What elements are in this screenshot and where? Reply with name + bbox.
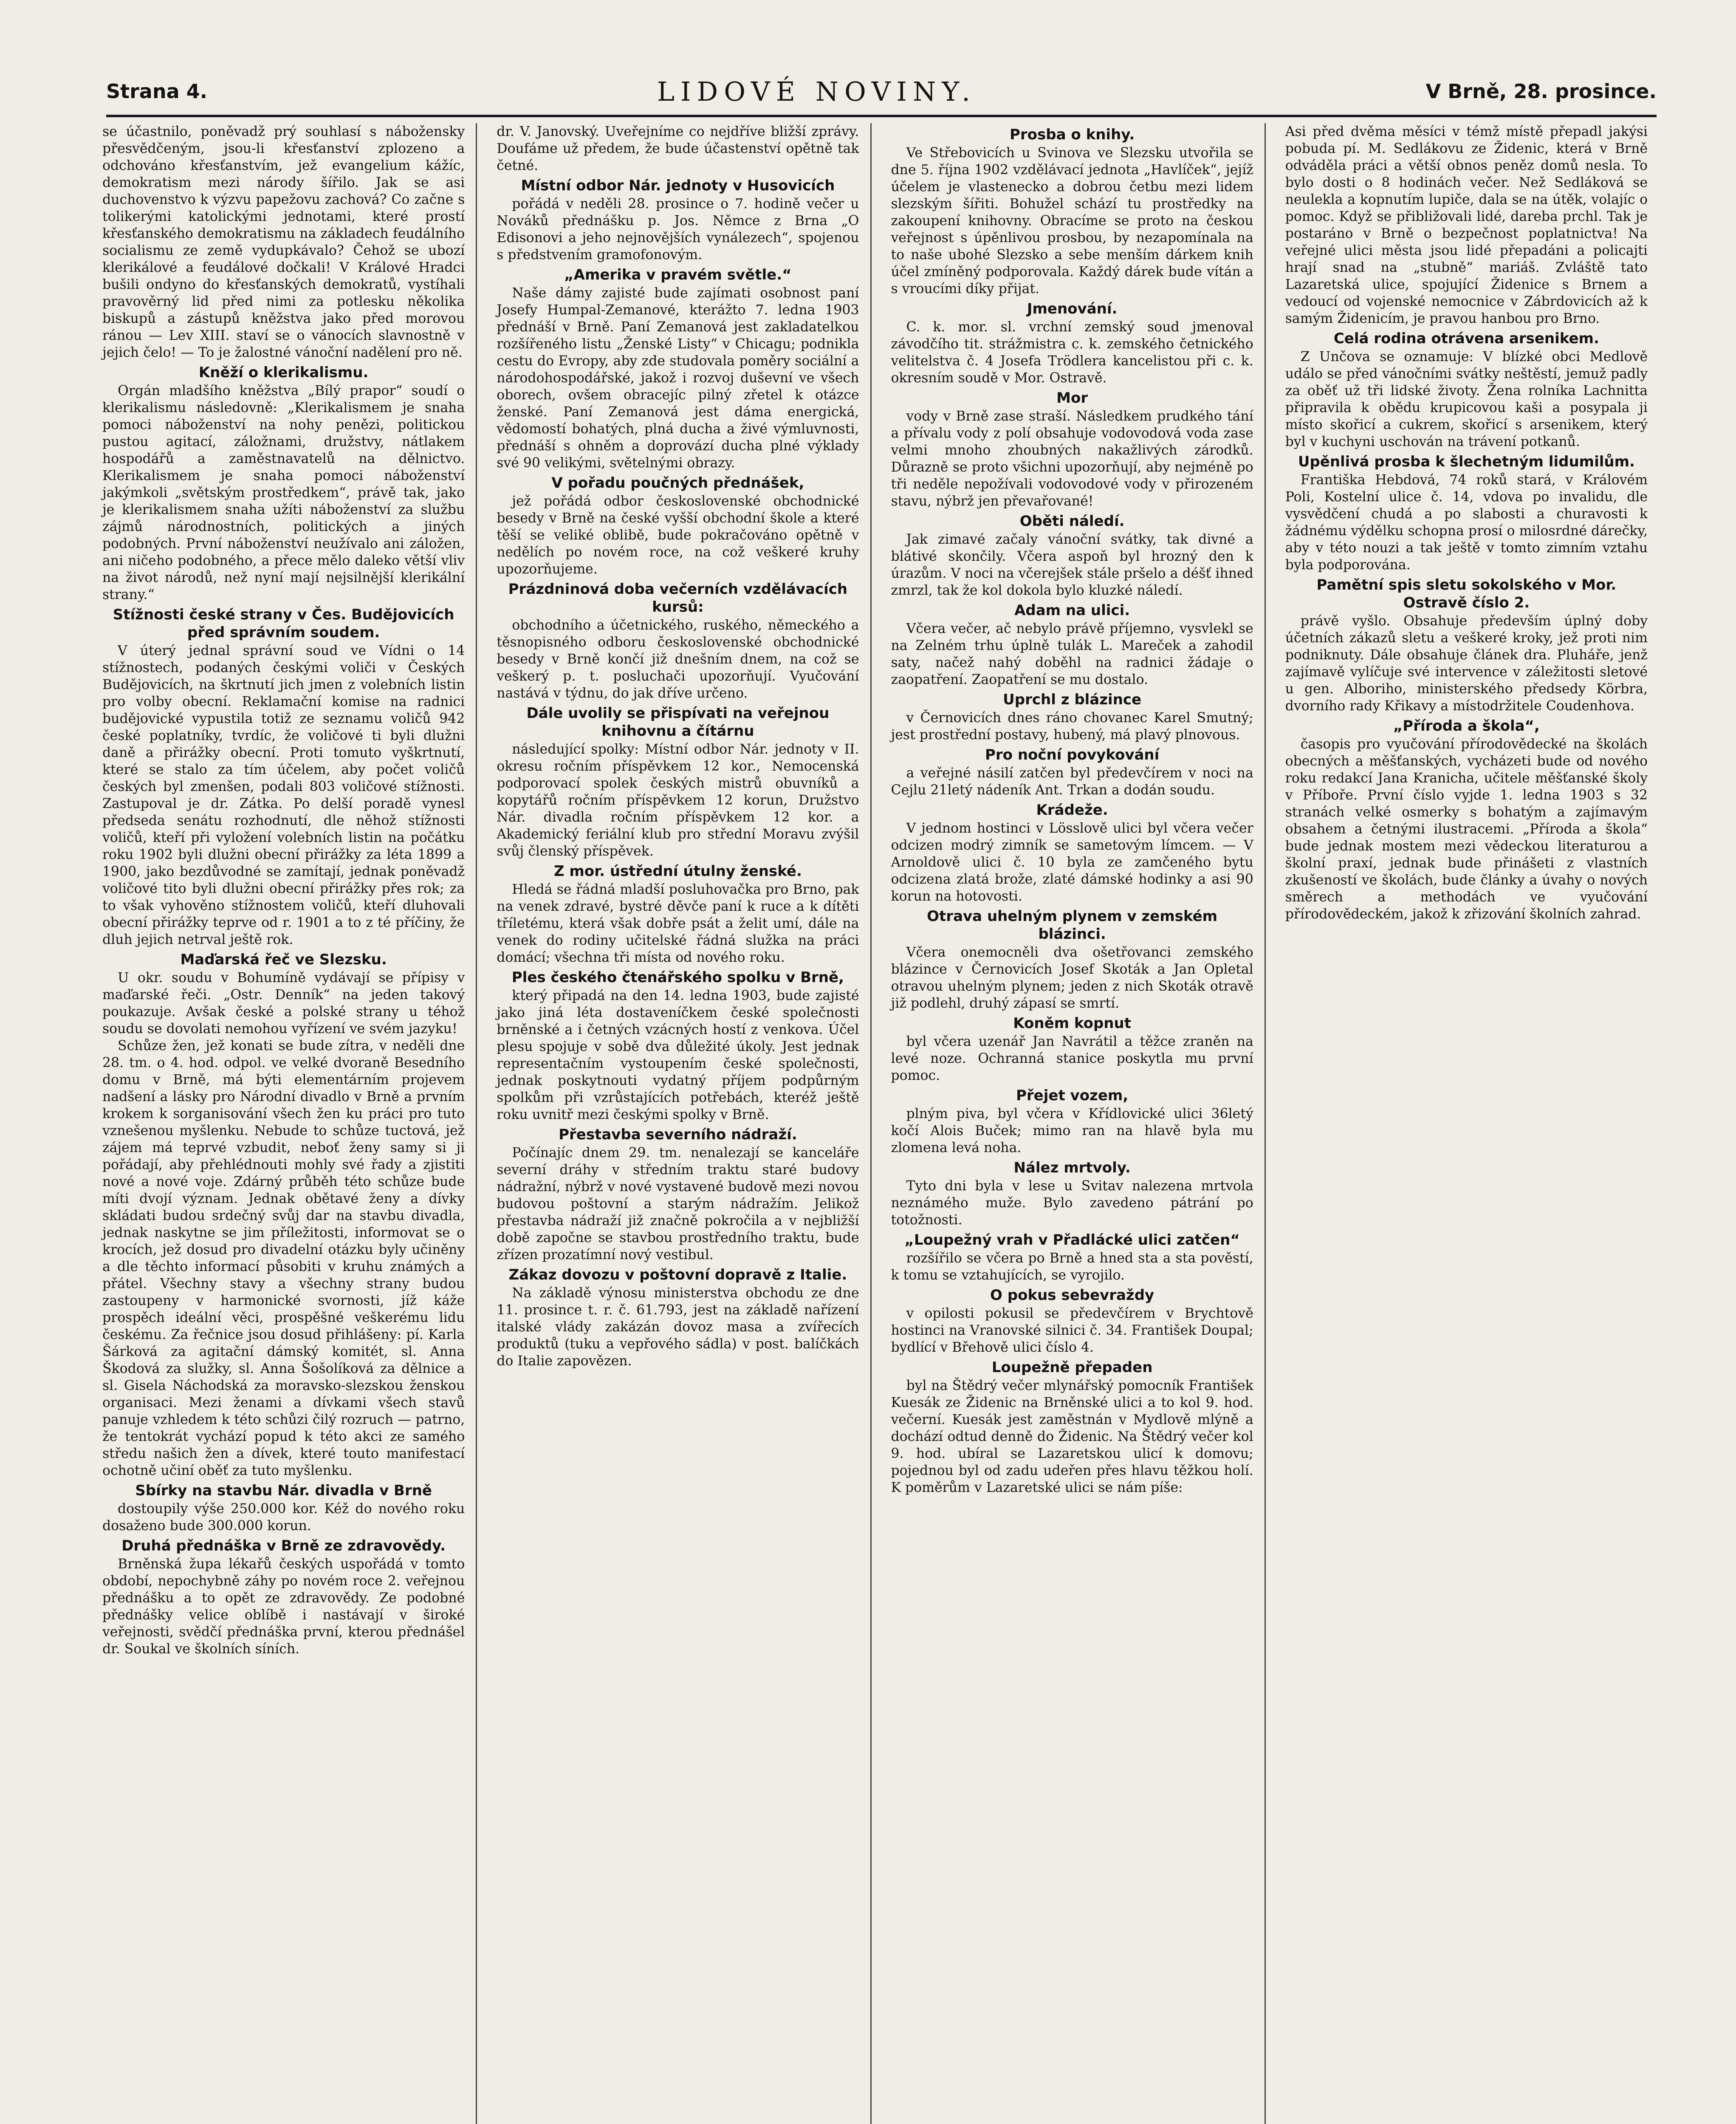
article-paragraph: Schůze žen, jež konati se bude zítra, v neděli dne 28. tm. o 4. hod. odpol. ve velké dvoraně Besedního domu v Brně, má býti elementárním projevem nadšení a lásky pro Národní divadlo v Brně a prvním krokem k sorganisování všech žen ku práci pro tuto vznešenou myšlenku. Nebude to schůze tuctová, jež zájem má teprvé vzbudit, neboť ženy samy si ji pořádají, aby přehlédnouti mohly své řady a zjistiti nové a nové voje. Zdárný průběh této schůze bude míti dvojí význam. Jednak obětavé ženy a dívky skládati budou srdečný svůj dar na stavbu divadla, jednak naskytne se jim příležitosti, informovat se o krocích, jež dosud pro divadelní otázku byly učiněny a dle těchto informací působiti v kruhu známých a přátel. Všechny stavy a všechny strany budou zastoupeny v harmonické svornosti, jíž káže prospěch ideální věci, prospěšné veškerému lidu českému. Za řečnice jsou dosud přihlášeny: pí. Karla Šárková za agitační dámský komitét, sl. Anna Škodová za služky, sl. Anna Šošolíková za dělnice a sl. Gisela Náchodská za moravsko-slezskou ženskou organisaci. Mezi ženami a dívkami všech stavů panuje vzhledem k této schůzi čilý rozruch — patrno, že tentokrát vychází popud k této akci ze samého středu našich žen a dívek, které touto manifestací ochotně učiní oběť za tuto myšlenku. — [102, 1038, 465, 1478]
article-paragraph: který připadá na den 14. ledna 1903, bude zajisté jako jiná léta dostaveníčkem české společnosti brněnské a i četných vzácných hostí z venkova. Účel plesu spojuje v sobě dva důležité úkoly. Jest jednak representačním vystoupením české společnosti, jednak poskytnouti vydatný příjem podpůrným spolkům při vzrůstajících potřebách, kteréž ještě roku uvnitř mezi českými spolky v Brně. — [497, 988, 859, 1122]
article-paragraph: Včera onemocněli dva ošetřovanci zemského blázince v Černovicích Josef Skoták a Jan Opletal otravou uhelným plynem; jeden z nich Skoták otravě již podlehl, druhý zápasí se smrtí. — [891, 945, 1253, 1011]
article-paragraph: právě vyšlo. Obsahuje především úplný doby účetních zákazů sletu a veškeré kroky, jež proti nim podniknuty. Dále obsahuje článek dra. Pluháře, jenž zajímavě vylíčuje své intervence v záležitosti sletové u gen. Alboriho, ministerského předsedy Körbra, dvorního rady Křikavy a místodržitele Coudenhova. — [1285, 613, 1648, 714]
issue-date: V Brně, 28. prosince. — [1425, 80, 1657, 103]
page-header — [106, 68, 1657, 117]
section-heading: Zákaz dovozu v poštovní dopravě z Italie. — [508, 1266, 847, 1283]
column-2 — [486, 123, 871, 2124]
article-paragraph: dostoupily výše 250.000 kor. Kéž do nového roku dosaženo bude 300.000 korun. — [102, 1501, 465, 1534]
column-3 — [880, 123, 1266, 2124]
section-heading: Otrava uhelným plynem v zemském blázinci. — [927, 908, 1218, 943]
article-paragraph: vody v Brně zase straší. Následkem prudkého tání a přívalu vody z polí obsahuje vodovodová voda zase velmi mnoho zhoubných nakažlivých zárodků. Důrazně se proto všichni upozorňují, aby nejméně po tři neděle nepožívali vodovodové vody v přirozeném stavu, nýbrž jen převařované! — [891, 409, 1253, 509]
article-paragraph: Počínajíc dnem 29. tm. nenalezají se kanceláře severní dráhy v středním traktu staré budovy nádražní, nýbrž v nové vystavené budově mezi novou budovou poštovní a starým nádražím. Jelikož přestavba nádraží již značně pokročila a v nejbližší době započne se stavbou prostředního traktu, bude zřízen prozatímní nový vestibul. — [497, 1145, 859, 1263]
article-columns — [91, 123, 1659, 2124]
section-heading: Místní odbor Nár. jednoty v Husovicích — [521, 177, 835, 194]
article-paragraph: Ve Střebovicích u Svinova ve Slezsku utvořila se dne 5. října 1902 vzdělávací jednota „Havlíček“, jejíž účelem je vlastenecko a dobrou četbu mezi lidem slezským šířiti. Bohužel schází tu prostředky na zakoupení knihovny. Obracíme se proto na českou veřejnost s úpěnlivou prosbou, by nezapomínala na to naše ubohé Slezsko a sebe menším dárkem knih účel zmíněný podporovala. Každý dárek bude vítán a s vroucími díky přijat. — [891, 145, 1253, 297]
article-paragraph: časopis pro vyučování přírodovědecké na školách obecných a měšťanských, vycházeti bude od nového roku redakcí Jana Kranicha, učitele měšťanské školy v Příboře. První číslo vyjde 1. ledna 1903 s 32 stranách velké osmerky s bohatým a zajímavým obsahem a četnými ilustracemi. „Příroda a škola“ bude jednak mostem mezi vědeckou literaturou a školní praxí, jednak bude přinášeti z vlastních zkušeností ve školách, bude články a úvahy o nových směrech a methodách ve vyučování přírodovědeckém, jakož k zřizování školních zahrad. — [1285, 737, 1648, 922]
article-paragraph: C. k. mor. sl. vrchní zemský soud jmenoval závodčího tit. strážmistra c. k. zemského četnického velitelstva č. 4 Josefa Trödlera kancelistou při c. k. okresním soudě v Mor. Ostravě. — [891, 319, 1253, 386]
article-paragraph: obchodního a účetnického, ruského, německého a těsnopisného odboru československé obchodnické besedy v Brně končí již dnešním dnem, na což se veškerý p. t. posluchači upozorňují. Vyučování nastává v týdnu, do jak dříve určeno. — [497, 618, 859, 701]
section-heading: V pořadu poučných přednášek, — [551, 475, 804, 491]
article-paragraph: plným piva, byl včera v Křídlovické ulici 36letý kočí Alois Buček; mimo ran na hlavě byla mu zlomena levá noha. — [891, 1106, 1253, 1155]
section-heading: O pokus sebevraždy — [990, 1287, 1155, 1304]
article-paragraph: a veřejné násilí zatčen byl předevčírem v noci na Cejlu 21letý nádeník Ant. Trkan a dodán soudu. — [891, 765, 1253, 798]
newspaper-title: LIDOVÉ NOVINY. — [657, 76, 976, 107]
article-paragraph: V jednom hostinci v Lösslově ulici byl včera večer odcizen modrý zimník se sametovým límcem. — V Arnoldově ulici č. 10 byla ze zamčeného bytu odcizena zlatá brože, zlaté dámské hodinky a asi 90 korun na hotovosti. — [891, 821, 1253, 904]
article-paragraph: jež pořádá odbor československé obchodnické besedy v Brně na české vyšší obchodní škole a které těší se veliké oblibě, bude pokračováno opětně v nedělích po novém roce, na což veškeré kruhy upozorňujeme. — [497, 494, 859, 577]
article-paragraph: Z Unčova se oznamuje: V blízké obci Medlově událo se před vánočními svátky neštěstí, jemuž padly za oběť už tři lidské životy. Žena rolníka Lachnitta připravila k obědu krupicovou kaši a posypala ji místo skořicí a cukrem, skořicí s arsenikem, který byl v kuchyni uschován na trávení potkanů. — [1285, 349, 1648, 449]
article-paragraph: Včera večer, ač nebylo právě příjemno, vysvlekl se na Zelném trhu úplně tulák L. Mareček a zahodil saty, načež nahý doběhl na radnici žádaje o zaopatření. Zaopatření se mu dostalo. — [891, 621, 1253, 687]
article-paragraph: Brněnská župa lékařů českých uspořádá v tomto období, nepochybně záhy po novém roce 2. veřejnou přednášku a to opět ze zdravovědy. Ze podobné přednášky velice oblíbě i nastávají v široké veřejnosti, svědčí přednáška první, kterou přednášel dr. Soukal ve školních síních. — [102, 1556, 465, 1657]
section-heading: Oběti náledí. — [1019, 513, 1125, 530]
article-paragraph: pořádá v neděli 28. prosince o 7. hodině večer u Nováků přednášku p. Jos. Němce z Brna „O Edisonovi a jeho nejnovějších vynálezech“, spojenou s předstvením gramofonovým. — [497, 196, 859, 263]
section-heading: Sbírky na stavbu Nár. divadla v Brně — [135, 1482, 432, 1499]
article-paragraph: U okr. soudu v Bohumíně vydávají se přípisy v maďarské řeči. „Ostr. Denník“ na jeden takový poukazuje. Avšak české a polské strany u téhož soudu se dovolati nemohou vyřízení ve svém jazyku! — [102, 970, 465, 1037]
article-paragraph: v opilosti pokusil se předevčírem v Brychtově hostinci na Vranovské silnici č. 34. František Doupal; bydlící v Břehově ulici číslo 4. — [891, 1306, 1253, 1355]
article-paragraph: byl včera uzenář Jan Navrátil a těžce zraněn na levé noze. Ochranná stanice poskytla mu první pomoc. — [891, 1034, 1253, 1083]
section-heading: Dále uvolily se přispívati na veřejnou knihovnu a čítárnu — [526, 705, 830, 740]
section-heading: Prázdninová doba večerních vzdělávacích kursů: — [508, 581, 848, 616]
article-paragraph: v Černovicích dnes ráno chovanec Karel Smutný; jest prostřední postavy, hubený, má plavý plnovous. — [891, 710, 1253, 743]
article-paragraph: Orgán mladšího kněžstva „Bílý prapor“ soudí o klerikalismu následovně: „Klerikalismem je snaha pomoci náboženství na nohy penězi, politickou pustou agitací, záložnami, družstvy, nátlakem hospodářů a zaměstnavatelů na dělnictvo. Klerikalismem je snaha pomoci náboženství jakýmkoli „světským prostředkem“, právě tak, jako je klerikalismem snaha užíti náboženství za službu zájmů národnostních, politických a jiných podobných. První náboženství neužívalo ani záložen, ani ničeho podobného, a přece mělo daleko větší vliv na život národů, než nyní mají nejsilnější klerikální strany.“ — [102, 383, 465, 602]
article-paragraph: se účastnilo, poněvadž prý souhlasí s nábožensky přesvědčeným, jsou-li křesťanství zplozeno a odchováno křesťanstvím, jež evangelium kážíc, demokratism mezi národy šířilo. Jak se asi duchovenstvo k výzvu papežovu zachová? Co začne s tolikerými katolickými jednotami, které prostí křesťanského demokratismu na základech feudálního socialismu ze země vydupkávalo? Čehož se ubozí klerikálové a feudálové dočkali! V Králové Hradci bušili ondyno do křesťanských demokratů, vystíhali pravověrný lid před nimi za potlesku několika biskupů a zástupů kněžstva jako před morovou ránou — Lev XIII. staví se o vánocích slavnostně v jejich čelo! — To je žalostné vánoční nadělení pro ně. — [102, 124, 465, 360]
section-heading: Přestavba severního nádraží. — [559, 1126, 797, 1143]
section-heading: Ples českého čtenářského spolku v Brně, — [511, 969, 844, 986]
column-1 — [91, 123, 477, 2124]
section-heading: „Příroda a škola“, — [1393, 717, 1540, 734]
section-heading: Stížnosti české strany v Čes. Budějovicích před správním soudem. — [113, 606, 454, 641]
section-heading: Mor — [1056, 390, 1088, 407]
article-paragraph: byl na Štědrý večer mlynářský pomocník František Kuesák ze Židenic na Brněnské ulici a to kol 9. hod. večerní. Kuesák jest zaměstnán v Mydlově mlýně a dochází odtud denně do Židenic. Na Štědrý večer kol 9. hod. ubíral se Lazaretskou ulicí k domovu; pojednou byl od zadu udeřen přes hlavu těžkou holí. K poměrům v Lazaretské ulici se nám píše: — [891, 1378, 1253, 1495]
section-heading: Maďarská řeč ve Slezsku. — [180, 951, 387, 968]
section-heading: „Loupežný vrah v Přadlácké ulici zatčen“ — [904, 1231, 1240, 1248]
article-paragraph: Asi před dvěma měsíci v témž místě přepadl jakýsi pobuda pí. M. Sedlákovu ze Židenic, která v Brně odváděla práci a větší obnos peněz domů nesla. To bylo dosti o 8 hodinách večer. Než Sedláková se neulekla a kopnutím lupiče, dala se na útěk, volajíc o pomoc. Když se přibližovali lidé, dareba prchl. Tak je postaráno v Brně o bezpečnost poplatnictva! Na veřejné ulici města jsou lidé přepadáni a policajti hrají snad na „stubně“ mariáš. Zvláště tato Lazaretská ulice, spojující Židenice s Brnem a vedoucí od vojenské nemocnice v Zábrdovicích až k samým Židenicím, je pravou hanbou pro Brno. — [1285, 124, 1648, 326]
section-heading: Z mor. ústřední útulny ženské. — [553, 863, 802, 880]
article-paragraph: následující spolky: Místní odbor Nár. jednoty v II. okresu ročním příspěvkem 12 kor., Nemocenská podporovací spolek českých mistrů obuvníků a kopytářů ročním příspěvkem 12 korun, Družstvo Nár. divadla ročním příspěvkem 12 kor. a Akademický feriální klub pro střední Moravu zvýšil svůj členský příspěvek. — [497, 742, 859, 859]
page-number: Strana 4. — [106, 80, 208, 103]
section-heading: Loupežně přepaden — [991, 1359, 1153, 1376]
article-paragraph: Jak zimavé začaly vánoční svátky, tak divné a blátivé skončily. Včera aspoň byl hrozný den k úrazům. V noci na včerejšek stále pršelo a déšť ihned zmrzl, tak že kol dokola bylo kluzké náledí. — [891, 532, 1253, 598]
section-heading: Uprchl z blázince — [1003, 691, 1142, 708]
section-heading: Adam na ulici. — [1014, 602, 1130, 619]
section-heading: Pro noční povykování — [985, 746, 1160, 763]
article-paragraph: Tyto dni byla v lese u Svitav nalezena mrtvola neznámého muže. Bylo zavedeno pátrání po totožnosti. — [891, 1178, 1253, 1228]
section-heading: Celá rodina otrávena arsenikem. — [1333, 330, 1599, 347]
article-paragraph: dr. V. Janovský. Uveřejníme co nejdříve bližší zprávy. Doufáme už předem, že bude účastenství opětně tak četné. — [497, 124, 859, 173]
section-heading: Pamětní spis sletu sokolského v Mor. Ostravě číslo 2. — [1316, 576, 1617, 611]
article-paragraph: Na základě výnosu ministerstva obchodu ze dne 11. prosince t. r. č. 61.793, jest na základě nařízení italské vlády zakázán dovoz masa a zvířecích produktů (tuku a vepřového sádla) v post. balíčkách do Italie zapovězen. — [497, 1285, 859, 1369]
article-paragraph: Hledá se řádná mladší posluhovačka pro Brno, pak na venek zdravé, bystré děvče paní k ruce a k dítěti tříletému, která však dobře psát a želit umí, dále na venek do rodiny učitelské řádná služka na práci domácí; všechna tři místa od nového roku. — [497, 882, 859, 965]
column-4 — [1274, 123, 1659, 2124]
article-paragraph: Františka Hebdová, 74 roků stará, v Královém Poli, Kostelní ulice č. 14, vdova po invalidu, dle vysvědčení chudá a po slabosti a churavosti k žádnému výdělku schopna prosí o milosrdné dárečky, aby v této nouzi a tak ještě v tomto zimním vztahu byla podporována. — [1285, 472, 1648, 573]
article-paragraph: Naše dámy zajisté bude zajímati osobnost paní Josefy Humpal-Zemanové, kterážto 7. ledna 1903 přednáší v Brně. Paní Zemanová jest zakladatelkou rozšířeného listu „Ženské Listy“ v Chicagu; podnikla cestu do Evropy, aby zde studovala poměry sociální a národohospodářské, jakož i rozvoj duševní ve všech oborech, ovšem obracejíc pilný zřetel k otázce ženské. Paní Zemanová jest dáma energická, vědomostí bohatých, plná ducha a živé výmluvnosti, přednáší s ohněm a doprovází ducha plné výklady své 90 velikými, světelnými obrazy. — [497, 285, 859, 471]
section-heading: Nález mrtvoly. — [1013, 1159, 1131, 1176]
section-heading: Druhá přednáška v Brně ze zdravovědy. — [121, 1537, 446, 1554]
article-paragraph: V úterý jednal správní soud ve Vídni o 14 stížnostech, podaných českými voliči v Českých Budějovicích, na škrtnutí jich jmen z volebních listin pro volby obecní. Reklamační komise na radnici budějovické vypustila totiž ze seznamu voličů 942 české poplatníky, tvrdíc, že voličové ti byli dlužni daně a přirážky obecní. Proti tomuto vyškrtnutí, které se stalo za tím účelem, aby počet voličů českých byl zmenšen, podali 803 voličové stížnosti. Zastupoval je dr. Zátka. Po delší poradě vynesl předseda senátu rozhodnutí, dle něhož stížnosti voličů, kteří při vyložení volebních listin na počátku roku 1902 byli dlužni obecní přirážky za léta 1899 a 1900, jako bezdůvodné se zamítají, jednak poněvadž voličové tito byli dlužni obecní přirážky přes rok; za to však vyhověno stížnostem voličů, kteří dluhovali obecní přirážky teprve od r. 1901 a to z té příčiny, že dluh jejich netrval ještě rok. — [102, 643, 465, 947]
section-heading: Přejet vozem, — [1016, 1087, 1129, 1104]
section-heading: Krádeže. — [1036, 802, 1108, 819]
article-paragraph: rozšířilo se včera po Brně a hned sta a sta pověstí, k tomu se vztahujících, se vyrojilo. — [891, 1251, 1253, 1283]
section-heading: Prosba o knihy. — [1010, 126, 1135, 143]
section-heading: Kněží o klerikalismu. — [198, 364, 369, 381]
section-heading: Upěnlivá prosba k šlechetným lidumilům. — [1298, 453, 1635, 470]
section-heading: „Amerika v pravém světle.“ — [564, 266, 792, 283]
section-heading: Koněm kopnut — [1013, 1015, 1131, 1032]
section-heading: Jmenování. — [1027, 300, 1118, 317]
